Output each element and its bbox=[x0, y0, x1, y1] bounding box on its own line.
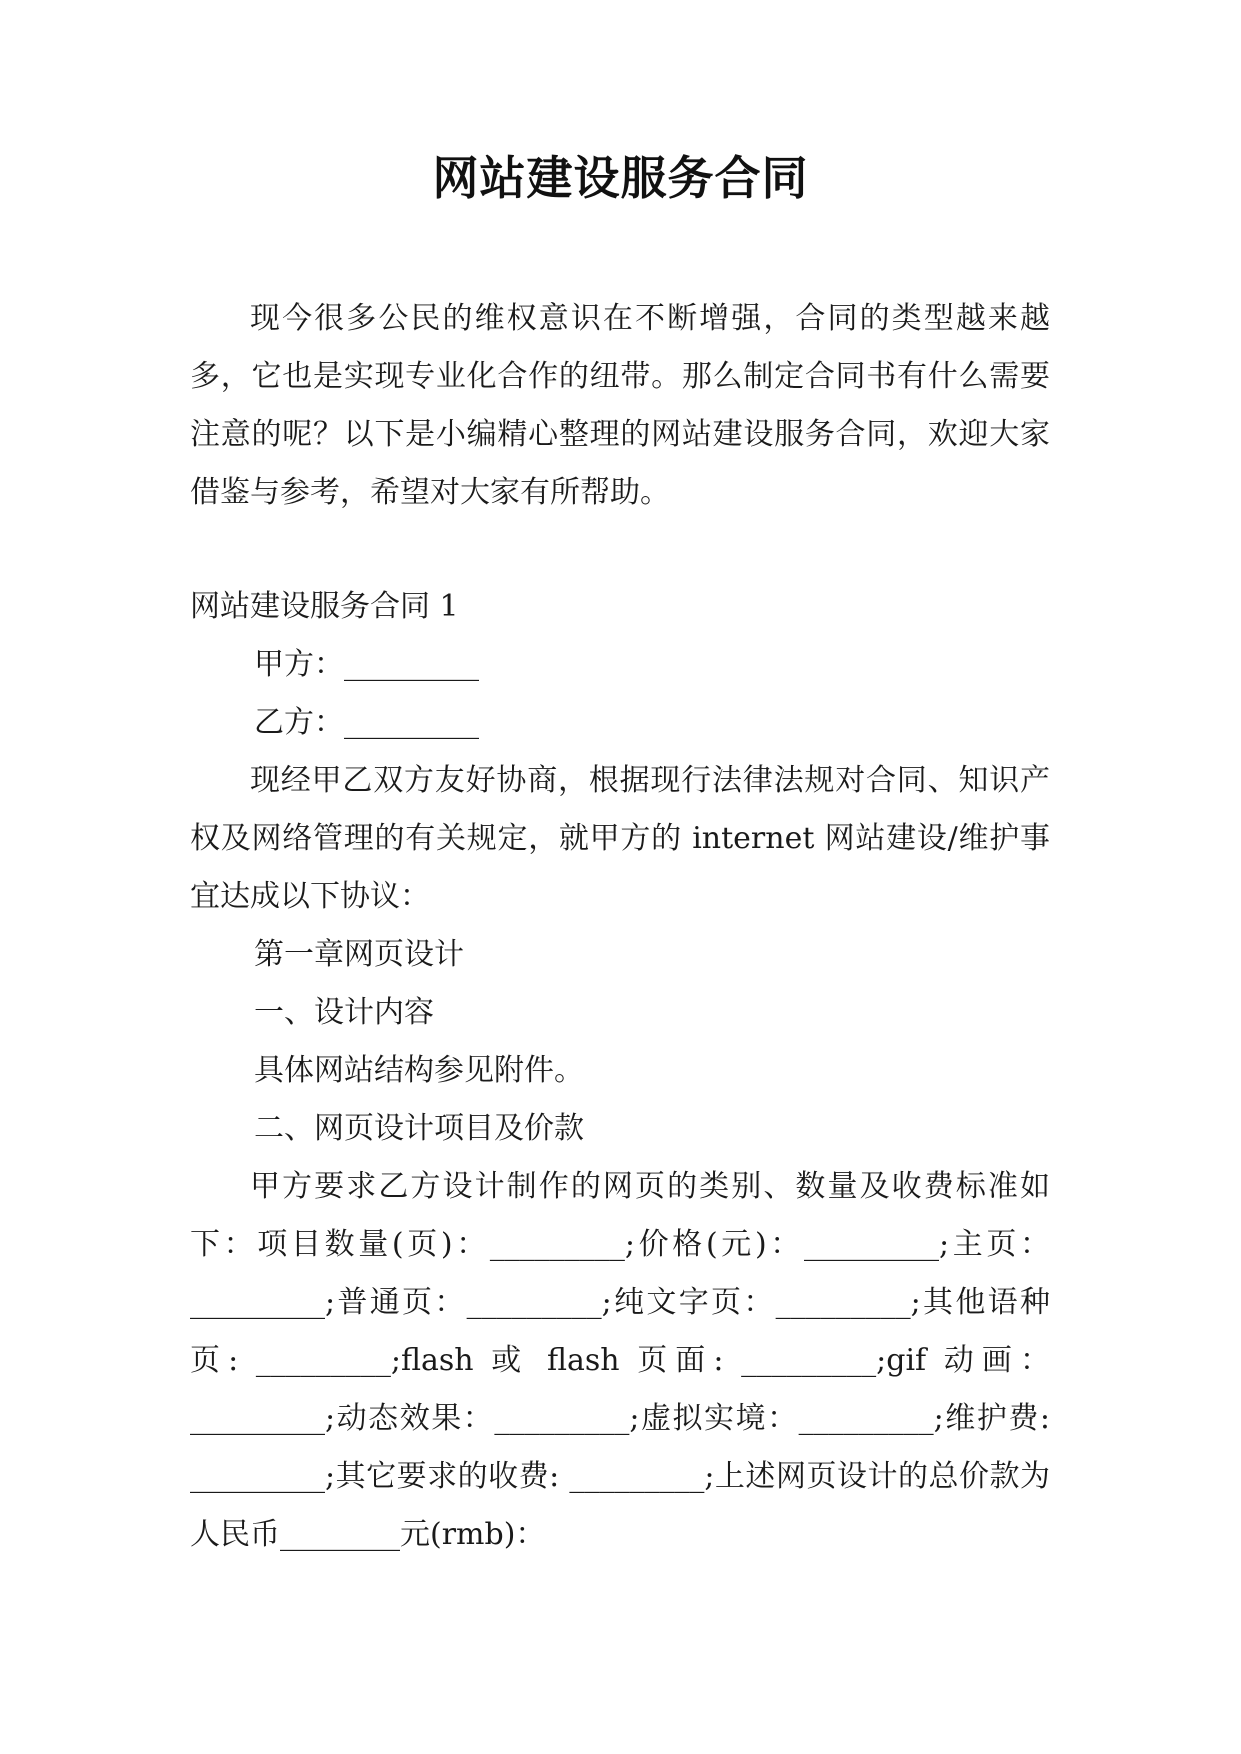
party-b-line: 乙方：_________ bbox=[254, 705, 479, 740]
party-a-line: 甲方：_________ bbox=[254, 647, 479, 682]
contract-body bbox=[190, 636, 1050, 1564]
section-title: 网站建设服务合同 1 bbox=[190, 589, 459, 624]
item-detail-structure: 具体网站结构参见附件。 bbox=[254, 1053, 584, 1088]
agreement-paragraph: 现经甲乙双方友好协商，根据现行法律法规对合同、知识产权及网络管理的有关规定，就甲方的 internet 网站建设/维护事宜达成以下协议： bbox=[190, 763, 1050, 914]
item-heading-pricing: 二、网页设计项目及价款 bbox=[254, 1111, 584, 1146]
intro-paragraph: 现今很多公民的维权意识在不断增强，合同的类型越来越多，它也是实现专业化合作的纽带。那么制定合同书有什么需要注意的呢？以下是小编精心整理的网站建设服务合同，欢迎大家借鉴与参考，希望对大家有所帮助。 bbox=[190, 301, 1050, 510]
intro-paragraph-block bbox=[190, 290, 1050, 522]
pricing-paragraph: 甲方要求乙方设计制作的网页的类别、数量及收费标准如下：项目数量(页)：_________;价格(元)：_________;主页：_________;普通页：_________;纯文字页：_________;其他语种页: _________;flash 或 flash 页面: _________;gif 动画：_________;动态效果：_________;虚拟实境：_________;维护费: _________;其它要求的收费: _________;上述网页设计的总价款为人民币________元(rmb)： bbox=[190, 1169, 1050, 1552]
chapter-heading: 第一章网页设计 bbox=[254, 937, 464, 972]
item-heading-design-content: 一、设计内容 bbox=[254, 995, 434, 1030]
document-title: 网站建设服务合同 bbox=[432, 151, 809, 205]
